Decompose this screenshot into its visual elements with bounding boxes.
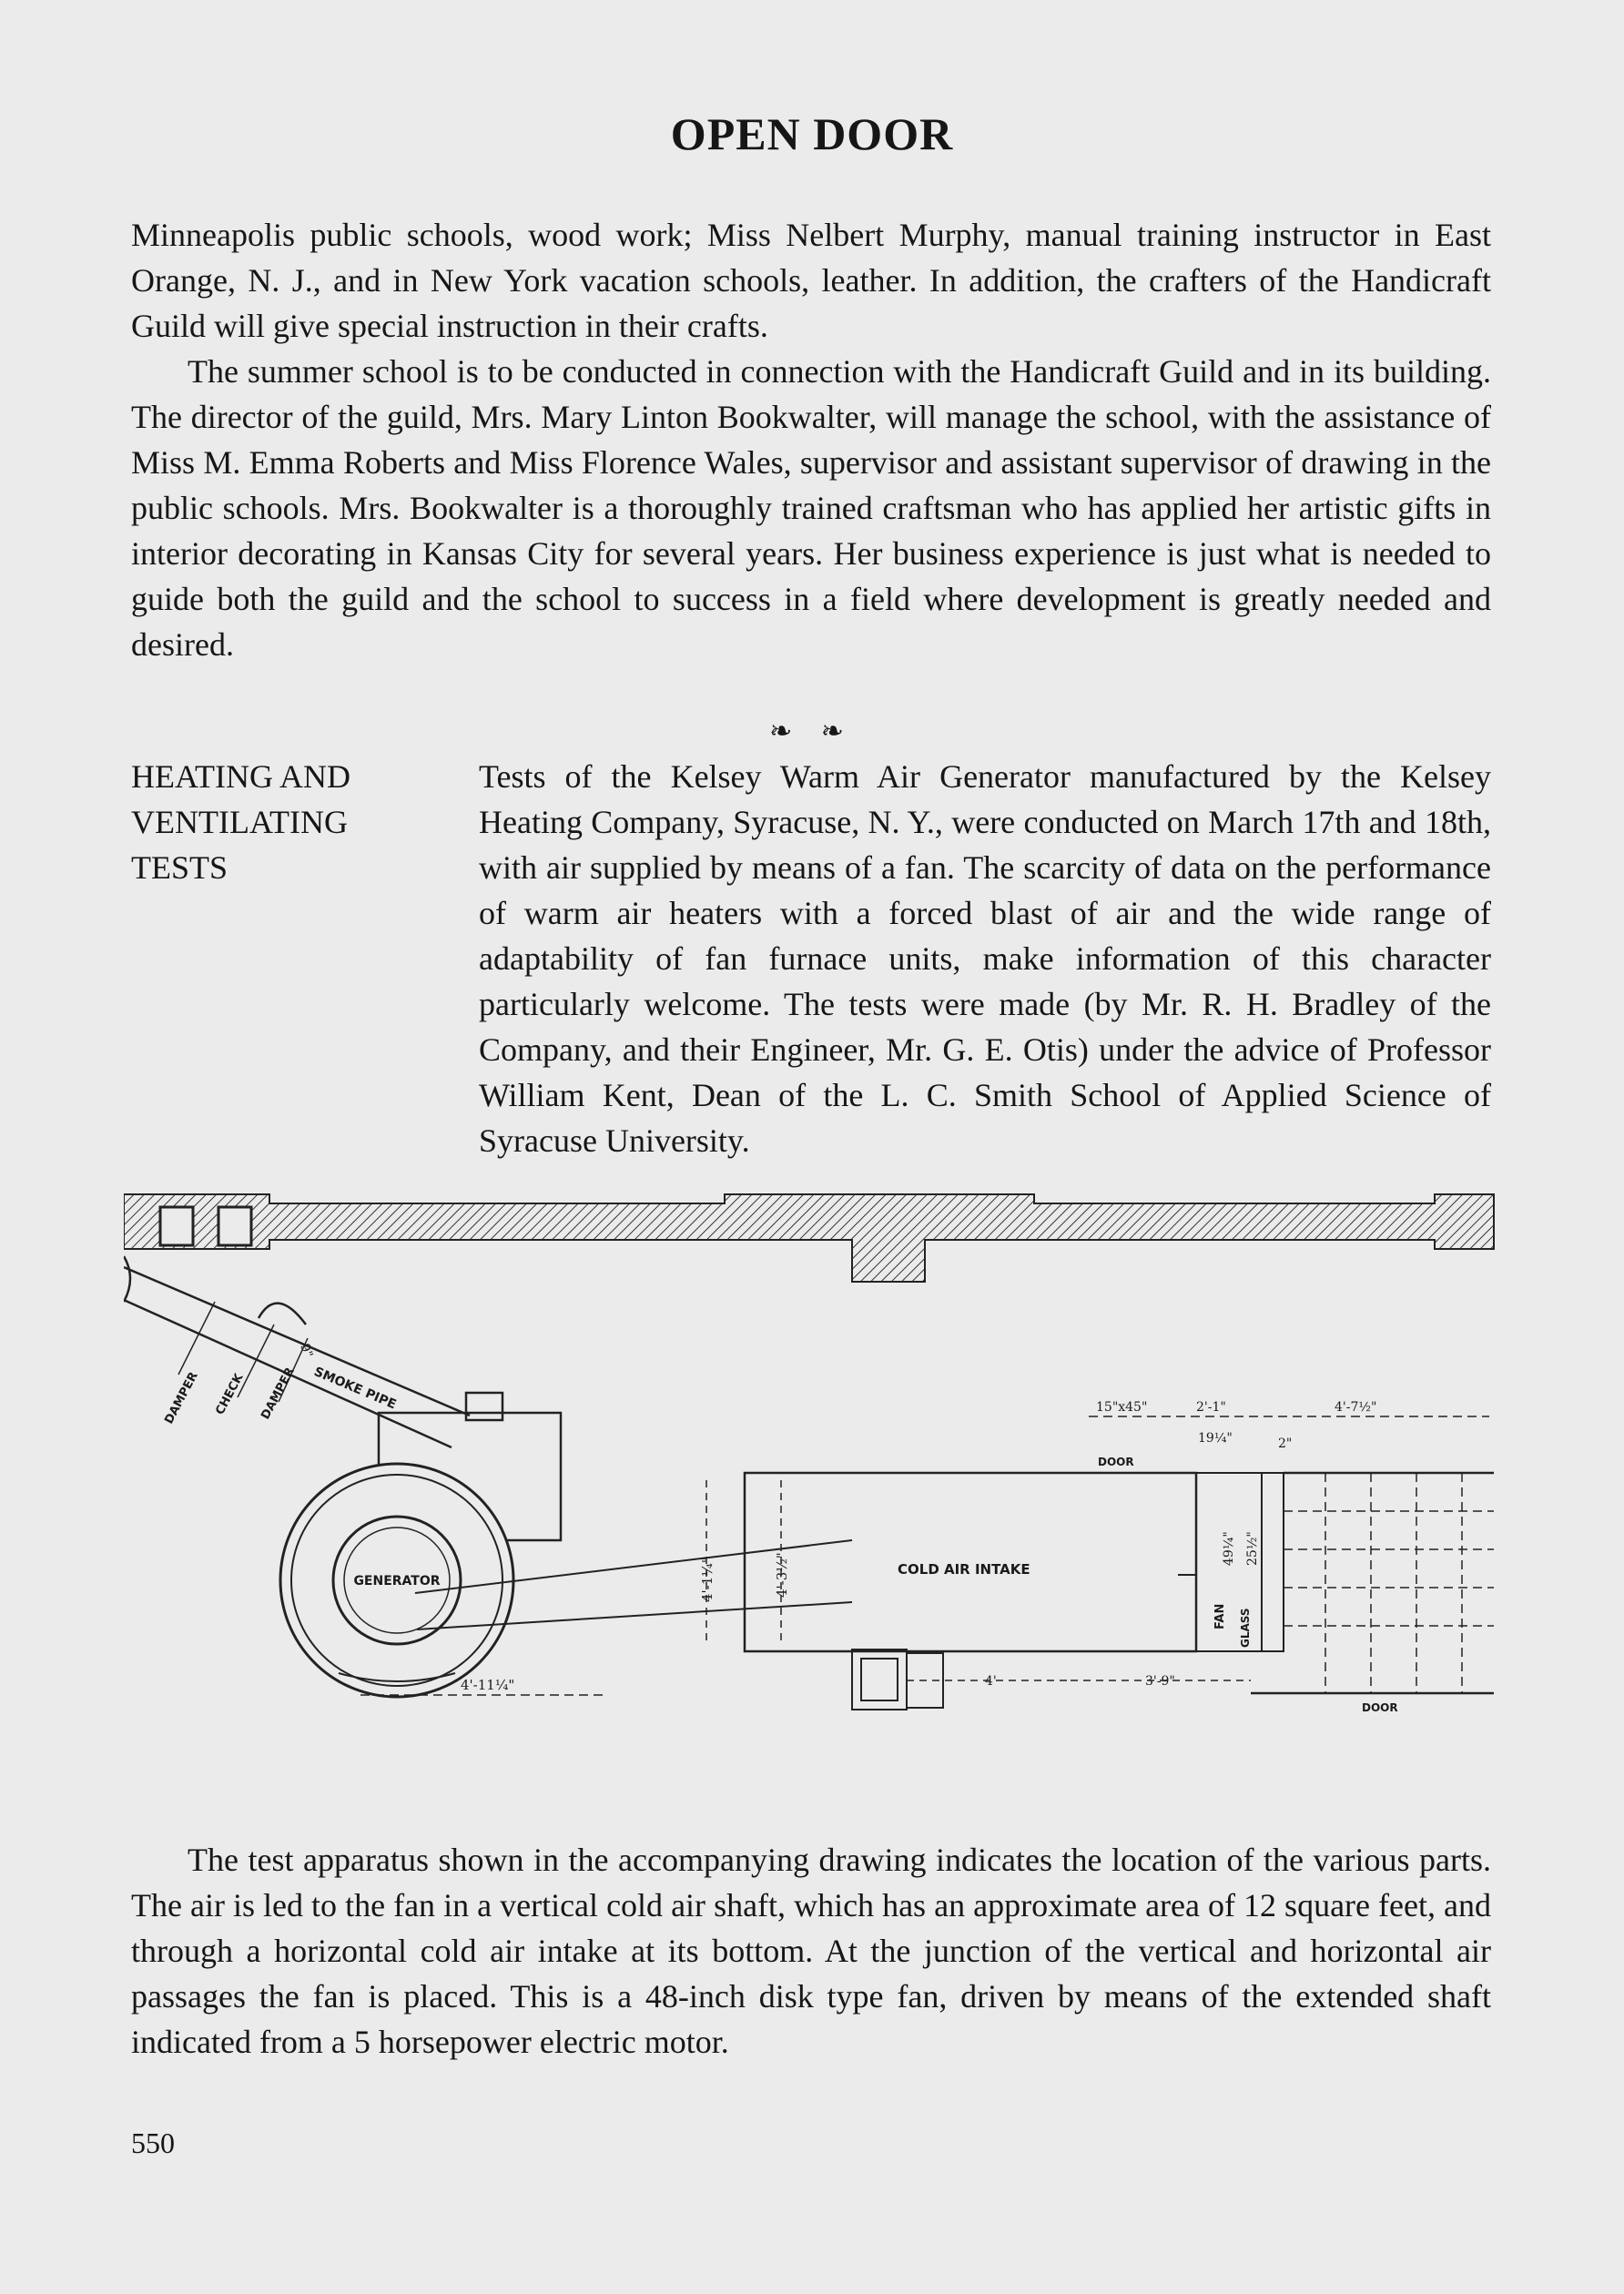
- door-label-top: DOOR: [1098, 1456, 1134, 1468]
- smoke-pipe-label: SMOKE PIPE: [311, 1364, 399, 1413]
- wall-structure: [124, 1194, 1494, 1282]
- check-label: CHECK: [213, 1371, 247, 1417]
- dimension-4: 4': [985, 1674, 997, 1689]
- dimension-4-1-1-4: 4'-1¼": [699, 1557, 716, 1602]
- test-apparatus-drawing: [124, 1183, 1498, 1711]
- closing-paragraph: The test apparatus shown in the accompanying drawing indicates the location of the various parts. The air is led to the fan in a vertical cold air shaft, which has an approximate area of 12 square feet, and through a horizontal cold air intake at its bottom. At the junction of the vertical and horizontal air passages the fan is placed. This is a 48-inch disk type fan, driven by means of the extended shaft indicated from a 5 horsepower electric motor.: [131, 1842, 1491, 2060]
- page-title: OPEN DOOR: [670, 108, 954, 159]
- dimension-9: 9": [297, 1341, 316, 1360]
- cold-air-shaft: [1284, 1473, 1494, 1693]
- dimension-4-7-1-2: 4'-7½": [1335, 1400, 1377, 1415]
- fan-label: FAN: [1213, 1603, 1227, 1629]
- dimension-2: 2": [1278, 1436, 1293, 1451]
- paragraph-1: Minneapolis public schools, wood work; Miss Nelbert Murphy, manual training instructor in East Orange, N. J., and in New York vacation schools, leather. In addition, the crafters of the Handicraft Guild will give special instruction in their crafts.: [131, 217, 1491, 344]
- section-text: Tests of the Kelsey Warm Air Generator manufactured by the Kelsey Heating Company, Syracuse, N. Y., were conducted on March 17th and 18th, with air supplied by means of a fan. The scarcity of data on the performance of warm air heaters with a forced blast of air and the wide range of adaptability of fan furnace units, make information of this character particularly welcome. The tests were made (by Mr. R. H. Bradley of the Company, and their Engineer, Mr. G. E. Otis) under the advice of Professor William Kent, Dean of the L. C. Smith School of Applied Science of Syracuse University.: [479, 758, 1491, 1159]
- dimension-19-1-4: 19¼": [1198, 1431, 1233, 1446]
- damper-label-1: DAMPER: [162, 1369, 201, 1426]
- glass-label: GLASS: [1239, 1608, 1252, 1648]
- section-heading-line: HEATING AND: [131, 758, 350, 795]
- dimension-15x45: 15"x45": [1096, 1400, 1148, 1415]
- page-number: 550: [131, 2127, 175, 2159]
- dimension-3-9: 3'-9": [1145, 1674, 1175, 1689]
- section-heading: [131, 754, 477, 890]
- dimension-2-1: 2'-1": [1196, 1400, 1226, 1415]
- section-heading-line: TESTS: [131, 849, 228, 886]
- damper-label-2: DAMPER: [259, 1365, 298, 1422]
- paragraph-2: The summer school is to be conducted in connection with the Handicraft Guild and in its building. The director of the guild, Mrs. Mary Linton Bookwalter, will manage the school, with the assistance of Miss M. Emma Roberts and Miss Florence Wales, supervisor and assistant supervisor of drawing in the public schools. Mrs. Bookwalter is a thoroughly trained craftsman who has applied her artistic gifts in interior decorating in Kansas City for several years. Her business experience is just what is needed to guide both the guild and the school to success in a field where development is greatly needed and desired.: [131, 353, 1491, 663]
- ornament-divider: ❧ ❧: [769, 716, 855, 746]
- section-heading-line: VENTILATING: [131, 804, 348, 840]
- dimension-25-1-2: 25½": [1245, 1531, 1260, 1566]
- generator-label: GENERATOR: [353, 1574, 441, 1589]
- cold-air-intake-label: COLD AIR INTAKE: [898, 1561, 1030, 1578]
- dimension-4-11-1-4: 4'-11¼": [461, 1677, 515, 1693]
- dimension-4-3-1-2: 4'-3½": [774, 1552, 790, 1598]
- generator-unit: [280, 1393, 561, 1697]
- dimension-49-1-4: 49¼": [1222, 1531, 1236, 1566]
- check-line: [238, 1325, 274, 1397]
- door-label-bottom: DOOR: [1362, 1701, 1398, 1711]
